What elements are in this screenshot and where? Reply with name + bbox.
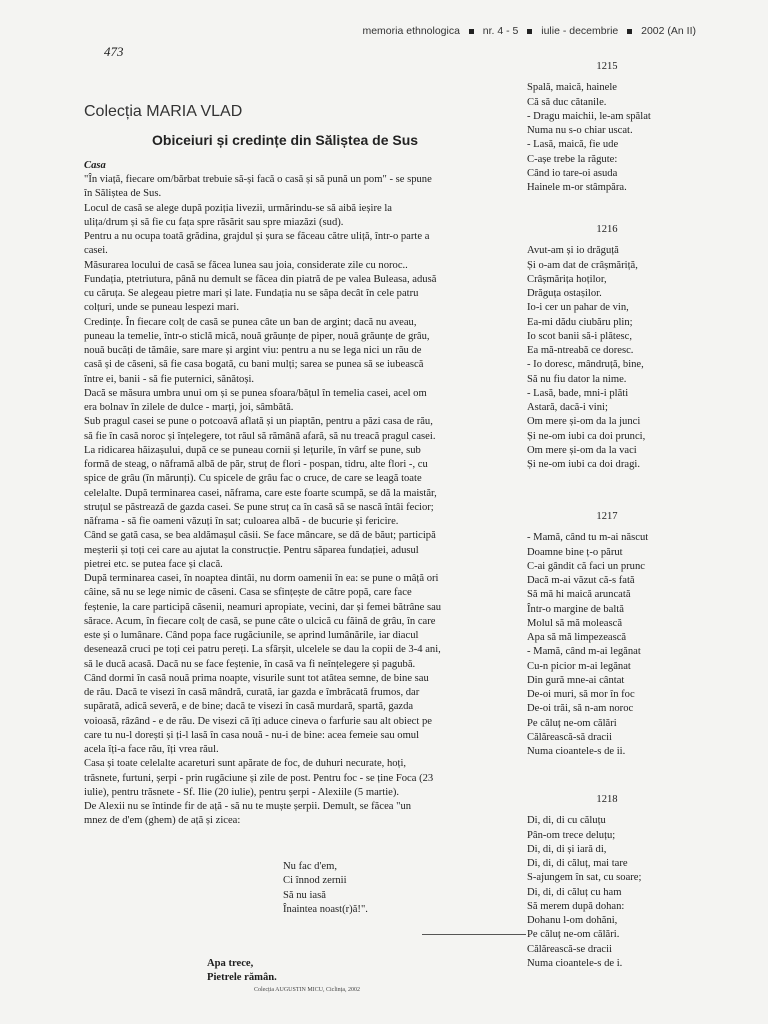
song-line: Ea-mi dădu ciubăru plin; — [527, 316, 633, 328]
journal-name: memoria ethnologica — [362, 25, 460, 37]
separator-square-icon — [527, 29, 532, 34]
song-line: Numa nu s-o chiar uscat. — [527, 125, 633, 136]
song-line: Călărească-să dracii — [527, 731, 612, 743]
song-line: Și ne-om iubi ca doi prunci, — [527, 430, 646, 442]
body-text-line: formă de steag, o năframă albă de păr, struț de flori - pospan, tidru, alte flori -, cu — [84, 459, 428, 470]
body-text-line: Locul de casă se alege după poziția livezii, urmărindu-se să aibă ieșire la — [84, 202, 392, 214]
body-text-line: Dacă se măsura umbra unui om și se punea sfoara/bățul în temelia casei, acel om — [84, 387, 427, 399]
article-title: Obiceiuri și credințe din Săliștea de Sus — [152, 132, 419, 148]
song-line: Când io tare-oi asuda — [527, 167, 618, 179]
song-line: Ea mă-ntreabă ce doresc. — [527, 345, 634, 356]
body-text-line: feștenie, la care participă căsenii, neamuri apropiate, vecini, dar și femei bătrâne sau — [84, 601, 442, 613]
song-line: Di, di, di cu căluțu — [527, 815, 606, 827]
song-line: De-oi trăi, să n-am noroc — [527, 703, 634, 715]
song-line: Numa cioantele-s de i. — [527, 957, 623, 969]
proverb-line: Apa trece, — [207, 958, 254, 969]
body-text-line: acela îți-a face rău, îți vrea răul. — [84, 744, 219, 755]
body-text-line: să fie în casă noroc și înțelegere, tot răul să rămână afară, să nu treacă pragul casei. — [84, 430, 436, 442]
body-text-line: să le ducă acasă. Dacă nu se face feștenie, în casă va fi neînțelegere și pagubă. — [84, 658, 416, 670]
article-body — [84, 159, 524, 829]
song-line: De-oi muri, să mor în foc — [527, 689, 635, 700]
song-line: Dacă m-ai văzut că-s fată — [527, 575, 635, 586]
song-number: 1216 — [596, 224, 618, 235]
body-text-line: Casa și toate celelalte acareturi sunt apărate de foc, de duhuri necurate, hoți, — [84, 758, 407, 770]
issue-number: nr. 4 - 5 — [482, 25, 519, 37]
song-line: Să mă hi maică aruncată — [527, 589, 631, 601]
body-text-line: câine, să nu se lege nimic de căseni. Casa se sfințește de către popă, care face — [84, 587, 412, 599]
body-text-line: de rău. Dacă te visezi în casă mândră, curată, iar gazda e îmbrăcată frumos, dar — [84, 687, 420, 698]
body-text-line: meșterii și toți cei care au ajutat la construcție. Pentru săparea fundației, adusul — [84, 544, 419, 556]
song-line: Călărească-se dracii — [527, 943, 612, 955]
song-line: Doamne bine ț-o părut — [527, 546, 623, 558]
body-text-line: supărată, adică severă, e de bine; dacă te visezi în casă murdară, spartă, gazda — [84, 701, 414, 713]
song-line: S-ajungem în sat, cu soare; — [527, 872, 642, 884]
body-text-line: voioasă, râzând - e de rău. De visezi că îți aduce cineva o farfurie sau alt obiect pe — [84, 715, 432, 727]
verse-line: Ci înnod zernii — [283, 875, 347, 887]
body-text-line: este și o lumânare. Când popa face rugăciunile, se aprind lumânările, iar diacul — [84, 630, 419, 641]
body-text-line: puneau la temelie, într-o sticlă mică, nouă grăunțe de piper, nouă grăunțe de grâu, — [84, 330, 430, 342]
song-line: Să nu fiu dator la nime. — [527, 373, 627, 385]
body-text-line: colțuri, unde se puneau lespezi mari. — [84, 302, 240, 314]
body-text-line: iulie), pentru trăsnete - Sf. Ilie (20 iulie), pentru șerpi - Alexiile (5 martie). — [84, 786, 400, 798]
song-line: Drăguța ostașilor. — [527, 288, 602, 299]
body-text-line: Măsurarea locului de casă se făcea lunea sau joia, considerate zile cu noroc.. — [84, 259, 408, 271]
song-line: Io scot banii să-i plătesc, — [527, 330, 633, 342]
body-text-line: Pentru a nu ocupa toată grădina, grajdul și șura se făceau către uliță, într-o parte a — [84, 231, 430, 242]
issue-year: 2002 (An II) — [641, 25, 696, 37]
proverb — [207, 957, 277, 985]
body-text-line: sărace. Acum, în fiecare colț de casă, se pune câte o ulcică cu făină de grâu, în care — [84, 615, 436, 627]
song-line: Că să duc cătanile. — [527, 96, 607, 108]
body-text-line: Când dormi în casă nouă prima noapte, visurile sunt tot atâtea semne, de bine sau — [84, 672, 429, 684]
body-text-line: După terminarea casei, în noaptea dintâi, nu dorm oamenii în ea: se pune o mâță ori — [84, 573, 439, 584]
song-line: - Mamă, când tu m-ai născut — [527, 532, 649, 544]
body-text-line: De Alexii nu se întinde fir de ață - să nu te muște șerpii. Demult, se făcea "un — [84, 801, 412, 812]
song-line: Apa să mă limpezească — [527, 632, 627, 643]
collection-title: Colecția MARIA VLAD — [84, 103, 243, 120]
verse-line: Să nu iasă — [283, 889, 326, 901]
song-line: Pe căluț ne-om călări. — [527, 929, 620, 941]
body-text-line: casă și de căseni, să fie casa bogată, cu bani mulți; sarea se punea să se iubească — [84, 359, 424, 371]
body-text-line: Sub pragul casei se pune o potcoavă aflată și un piaptăn, pentru a păzi casa de rău, — [84, 416, 433, 428]
song-line: Să merem după dohan: — [527, 900, 625, 912]
song-line: Io-i cer un pahar de vin, — [527, 302, 629, 314]
song-block — [527, 60, 727, 195]
song-line: Di, di, di și iară di, — [527, 843, 607, 855]
body-text-line: mnez de d'em (ghem) de ață și zicea: — [84, 815, 241, 827]
song-line: Om mere și-om da la junci — [527, 416, 641, 428]
body-text-line: cu căruța. Se alegeau pietre mari și late. Fundația nu se săpa decât în cele patru — [84, 288, 419, 299]
song-line: Numa cioantele-s de ii. — [527, 746, 626, 757]
song-line: Astară, dacă-i vini; — [527, 402, 608, 413]
song-line: Pe căluț ne-om călări — [527, 717, 617, 729]
song-line: Crâșmărița hoților, — [527, 273, 607, 285]
song-line: Spală, maică, hainele — [527, 82, 618, 94]
body-text-line: năframa - să fie oameni văzuți în sat; culoarea albă - de bucurie și fericire. — [84, 516, 399, 527]
separator-square-icon — [627, 29, 632, 34]
song-line: Dohanu l-om dohăni, — [527, 915, 618, 926]
body-text-line: desenează cruci pe toți cei patru pereți. La sfârșit, ulcelele se dau la copii de 3-4 ani, — [84, 644, 441, 656]
collection-credit: Colecția AUGUSTIN MICU, Ciclința, 2002 — [254, 987, 360, 993]
body-text-line: între ei, banii - să fie puternici, sănătoși. — [84, 373, 255, 385]
body-text-line: La ridicarea hăizașului, după ce se puneau cornii și lețurile, în vârf se pune, sub — [84, 444, 421, 456]
body-text-line: în Săliștea de Sus. — [84, 188, 162, 200]
body-text-line: casei. — [84, 245, 108, 257]
song-number: 1215 — [596, 61, 618, 72]
song-number: 1217 — [596, 511, 618, 522]
body-text-line: Când se gată casa, se bea aldămașul căsii. Se face mâncare, se dă de băut; participă — [84, 530, 436, 542]
divider-line — [422, 934, 526, 935]
song-block — [527, 510, 727, 759]
verse-line: Înaintea noast(r)ă!". — [283, 903, 368, 915]
running-header — [362, 25, 696, 37]
song-line: Hainele m-or stâmpăra. — [527, 182, 627, 193]
song-line: Și o-am dat de crâșmăriță, — [527, 259, 638, 271]
body-text-line: nouă bucăți de tămâie, sare mare și argint viu: pentru a nu se lega nici un rău de — [84, 345, 422, 356]
song-block — [527, 793, 727, 971]
song-line: C-ai gândit că faci un prunc — [527, 560, 645, 572]
song-line: Di, di, di căluț cu ham — [527, 886, 622, 898]
song-line: C-așe trebe la răgute: — [527, 153, 618, 165]
verse-line: Nu fac d'em, — [283, 861, 337, 872]
song-line: - Lasă, maică, fie ude — [527, 139, 619, 151]
incantation-verse — [283, 860, 368, 917]
song-line: Într-o margine de baltă — [527, 603, 624, 615]
body-text-line: pietrei etc. se putea face și clacă. — [84, 558, 223, 570]
song-line: Și ne-om iubi ca doi dragi. — [527, 459, 640, 470]
body-text-line: care tu nu-l dorești și ți-l lasă în casa nouă - nu-i de bine: acea femeie sau omul — [84, 729, 420, 741]
separator-square-icon — [469, 29, 474, 34]
song-line: - Mamă, când m-ai legănat — [527, 646, 641, 658]
body-text-line: Fundația, ptetriutura, până nu demult se făcea din piatră de pe valea Buleasa, adusă — [84, 273, 437, 285]
body-text-line: Credințe. În fiecare colț de casă se punea câte un ban de argint; dacă nu aveau, — [84, 316, 417, 328]
body-text-line: era bolnav în zilele de dulce - marți, joi, sâmbătă. — [84, 402, 294, 413]
song-block — [527, 223, 727, 472]
song-line: Din gură mne-ai cântat — [527, 674, 625, 686]
song-line: - Dragu maichii, le-am spălat — [527, 110, 651, 122]
song-number: 1218 — [596, 794, 618, 805]
body-text-line: spice de grâu (în mărunți). Cu spicele de grâu fac o cruce, de care se leagă toate — [84, 473, 422, 485]
song-line: Pân-om trece deluțu; — [527, 829, 616, 841]
song-line: Cu-n picior m-ai legănat — [527, 660, 631, 672]
song-line: - Lasă, bade, mni-i plăti — [527, 387, 629, 399]
body-text-line: struțul se păstrează de gazda casei. Se pune struț ca în casă să se nască întâi fecior; — [84, 501, 434, 513]
proverb-line: Pietrele rămân. — [207, 972, 277, 983]
song-line: Om mere și-om da la vaci — [527, 444, 637, 456]
issue-period: iulie - decembrie — [541, 25, 619, 37]
song-line: Molul să mă molească — [527, 617, 623, 629]
song-line: Di, di, di căluț, mai tare — [527, 858, 628, 869]
section-heading: Casa — [84, 160, 106, 171]
song-line: - Io doresc, mândruță, bine, — [527, 359, 644, 371]
song-line: Avut-am și io drăguță — [527, 245, 619, 257]
body-text-line: ulița/drum și să fie cu fața spre răsărit sau spre miazăzi (sud). — [84, 216, 344, 228]
page-number: 473 — [104, 44, 124, 59]
body-text-line: trăsnete, furtuni, șerpi - prin rugăciune și zile de post. Pentru foc - se ține Foca (23 — [84, 772, 434, 784]
body-text-line: celelalte. După terminarea casei, năframa, care este foarte scumpă, se dă la maistăr, — [84, 487, 437, 499]
body-text-line: "În viață, fiecare om/bărbat trebuie să-și facă o casă și să pună un pom" - se spune — [84, 174, 432, 185]
